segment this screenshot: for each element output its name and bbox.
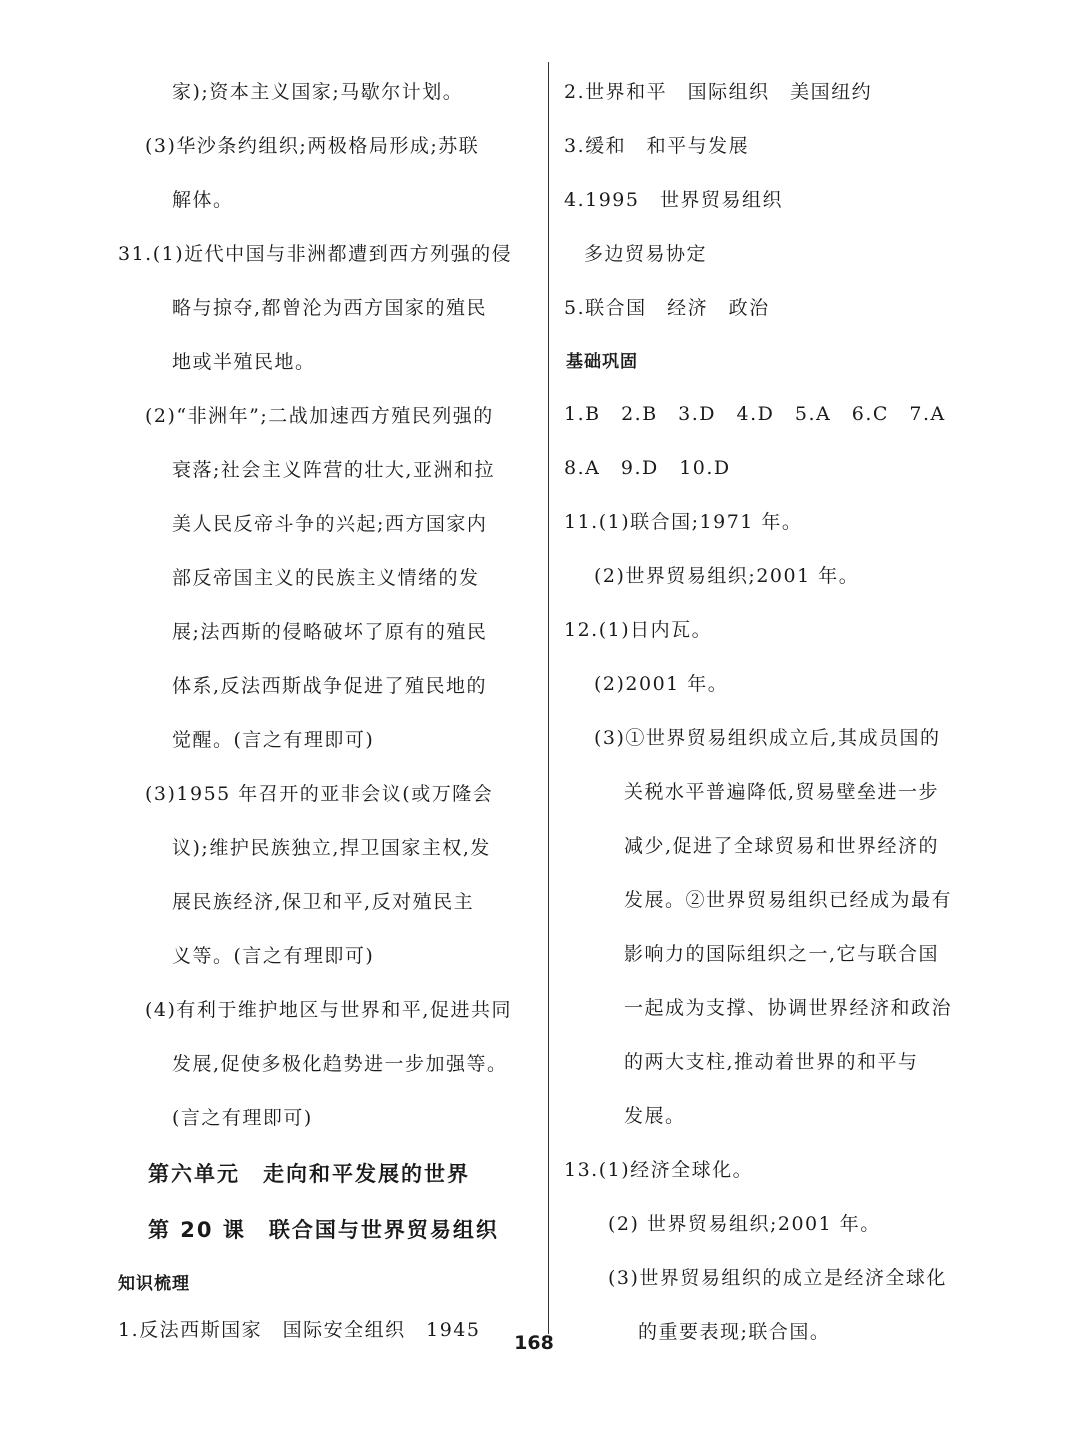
text-line: 义等。(言之有理即可) — [172, 945, 375, 967]
text-line: (2)世界贸易组织;2001 年。 — [594, 565, 860, 587]
text-line: 3.缓和 和平与发展 — [564, 135, 750, 157]
text-line: 关税水平普遍降低,贸易壁垒进一步 — [624, 781, 940, 803]
text-line: 家);资本主义国家;马歇尔计划。 — [172, 81, 464, 103]
text-line: 地或半殖民地。 — [172, 351, 316, 373]
text-line: 2.世界和平 国际组织 美国纽约 — [564, 81, 873, 103]
text-line: (4)有利于维护地区与世界和平,促进共同 — [145, 999, 512, 1021]
text-line: (3)①世界贸易组织成立后,其成员国的 — [594, 727, 941, 749]
text-line: 5.联合国 经济 政治 — [564, 297, 770, 319]
text-line: 减少,促进了全球贸易和世界经济的 — [624, 835, 940, 857]
text-line: (言之有理即可) — [172, 1107, 313, 1129]
text-line: (3)华沙条约组织;两极格局形成;苏联 — [145, 135, 480, 157]
text-line: 影响力的国际组织之一,它与联合国 — [624, 943, 940, 965]
text-line: (2)“非洲年”;二战加速西方殖民列强的 — [145, 405, 494, 427]
text-line: 31.(1)近代中国与非洲都遭到西方列强的侵 — [118, 243, 513, 265]
page-number: 168 — [514, 1332, 554, 1354]
text-line: 1.B 2.B 3.D 4.D 5.A 6.C 7.A — [564, 403, 946, 425]
text-line: 发展。②世界贸易组织已经成为最有 — [624, 889, 953, 911]
lesson-heading: 第 20 课 联合国与世界贸易组织 — [148, 1218, 499, 1242]
text-line: 体系,反法西斯战争促进了殖民地的 — [172, 675, 488, 697]
unit-heading: 第六单元 走向和平发展的世界 — [148, 1162, 470, 1186]
text-line: (3)1955 年召开的亚非会议(或万隆会 — [145, 783, 494, 805]
text-line: 8.A 9.D 10.D — [564, 457, 731, 479]
text-line: 一起成为支撑、协调世界经济和政治 — [624, 997, 953, 1019]
text-line: 部反帝国主义的民族主义情绪的发 — [172, 567, 480, 589]
text-line: 的两大支柱,推动着世界的和平与 — [624, 1051, 919, 1073]
text-line: (2)2001 年。 — [594, 673, 729, 695]
column-divider — [548, 62, 549, 1334]
text-line: 多边贸易协定 — [584, 243, 708, 265]
text-line: 衰落;社会主义阵营的壮大,亚洲和拉 — [172, 459, 495, 481]
text-line: 4.1995 世界贸易组织 — [564, 189, 783, 211]
text-line: (3)世界贸易组织的成立是经济全球化 — [608, 1267, 947, 1289]
text-line: 略与掠夺,都曾沦为西方国家的殖民 — [172, 297, 488, 319]
text-line: 的重要表现;联合国。 — [638, 1321, 831, 1343]
text-line: 13.(1)经济全球化。 — [564, 1159, 754, 1181]
text-line: 12.(1)日内瓦。 — [564, 619, 713, 641]
text-line: 美人民反帝斗争的兴起;西方国家内 — [172, 513, 488, 535]
text-line: 发展。 — [624, 1105, 686, 1127]
section-heading-knowledge: 知识梳理 — [118, 1274, 190, 1294]
text-line: 解体。 — [172, 189, 234, 211]
section-heading-basics: 基础巩固 — [566, 352, 638, 372]
text-line: 展民族经济,保卫和平,反对殖民主 — [172, 891, 475, 913]
text-line: 觉醒。(言之有理即可) — [172, 729, 375, 751]
text-line: 11.(1)联合国;1971 年。 — [564, 511, 803, 533]
text-line: 议);维护民族独立,捍卫国家主权,发 — [172, 837, 491, 859]
text-line: 1.反法西斯国家 国际安全组织 1945 — [118, 1319, 481, 1341]
text-line: (2) 世界贸易组织;2001 年。 — [608, 1213, 881, 1235]
text-line: 发展,促使多极化趋势进一步加强等。 — [172, 1053, 508, 1075]
text-line: 展;法西斯的侵略破坏了原有的殖民 — [172, 621, 488, 643]
